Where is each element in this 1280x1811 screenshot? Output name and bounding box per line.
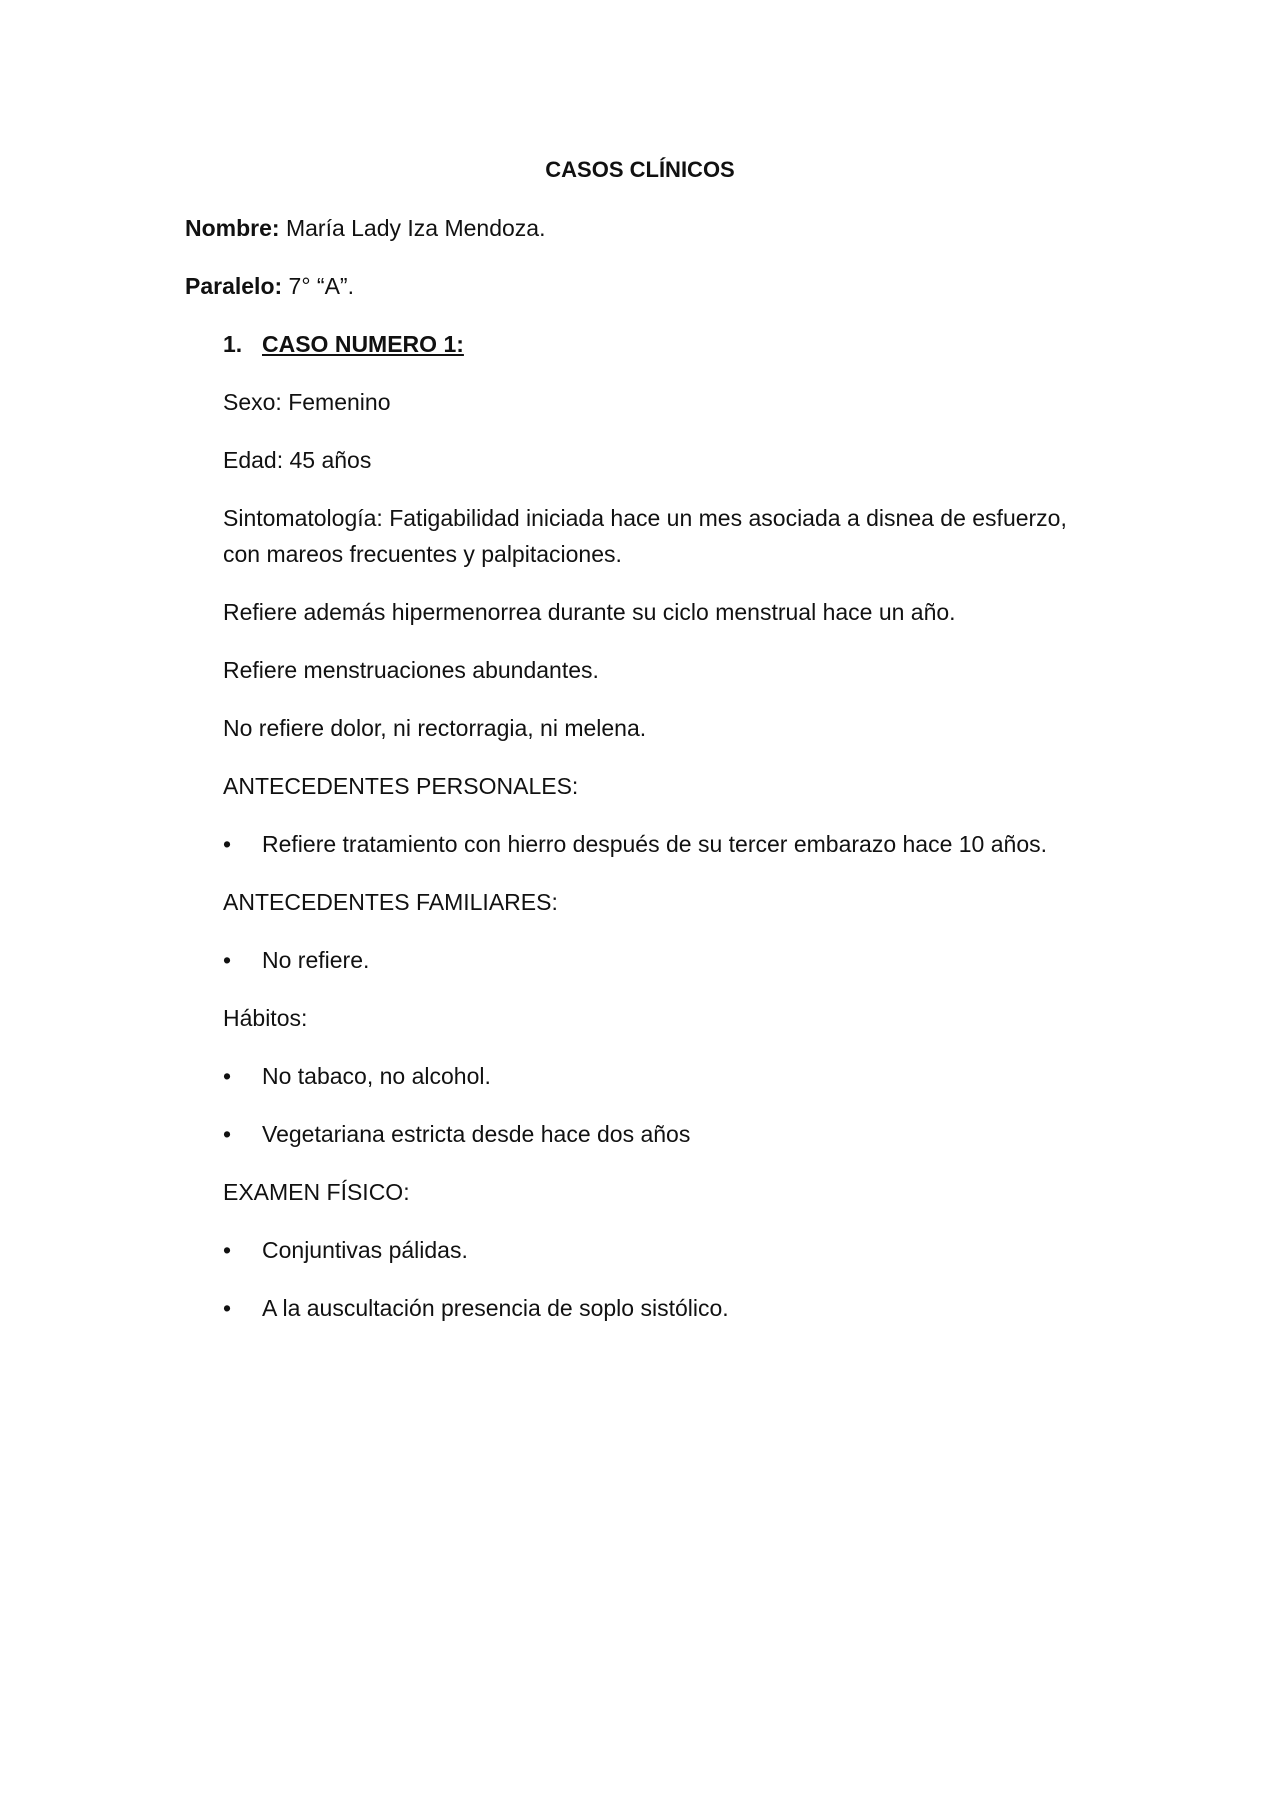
antecedentes-personales-heading: ANTECEDENTES PERSONALES: [223, 773, 579, 799]
list-item: No tabaco, no alcohol. [262, 1063, 491, 1089]
refiere-hipermenorrea: Refiere además hipermenorrea durante su ciclo menstrual hace un año. [223, 599, 956, 625]
no-refiere-dolor: No refiere dolor, ni rectorragia, ni melena. [223, 715, 647, 741]
list-item: A la auscultación presencia de soplo sistólico. [262, 1295, 729, 1321]
nombre-line [185, 210, 545, 246]
antecedentes-familiares-heading: ANTECEDENTES FAMILIARES: [223, 889, 558, 915]
bullet-icon: • [223, 947, 232, 973]
bullet-icon: • [223, 1237, 232, 1263]
list-item: No refiere. [262, 947, 370, 973]
bullet-icon: • [223, 1063, 232, 1089]
sexo-line: Sexo: Femenino [223, 389, 391, 415]
case-number: 1. [223, 331, 243, 357]
bullet-icon: • [223, 1295, 232, 1321]
document-title: CASOS CLÍNICOS [545, 157, 735, 182]
list-item: Conjuntivas pálidas. [262, 1237, 468, 1263]
sintomatologia-line-1: Sintomatología: Fatigabilidad iniciada hace un mes asociada a disnea de esfuerzo, [223, 505, 1067, 531]
list-item: Vegetariana estricta desde hace dos años [262, 1121, 691, 1147]
paralelo-line [185, 268, 354, 304]
paralelo-label: Paralelo: [185, 273, 283, 299]
habitos-heading: Hábitos: [223, 1005, 308, 1031]
bullet-icon: • [223, 831, 232, 857]
examen-fisico-heading: EXAMEN FÍSICO: [223, 1179, 410, 1205]
sintomatologia-line-2: con mareos frecuentes y palpitaciones. [223, 541, 622, 567]
list-item: Refiere tratamiento con hierro después de su tercer embarazo hace 10 años. [262, 831, 1047, 857]
edad-line: Edad: 45 años [223, 447, 372, 473]
paralelo-value: 7° “A”. [282, 273, 354, 299]
refiere-menstruaciones: Refiere menstruaciones abundantes. [223, 657, 599, 683]
nombre-value: María Lady Iza Mendoza. [279, 215, 546, 241]
bullet-icon: • [223, 1121, 232, 1147]
case-title: CASO NUMERO 1: [262, 331, 464, 357]
nombre-label: Nombre: [185, 215, 280, 241]
